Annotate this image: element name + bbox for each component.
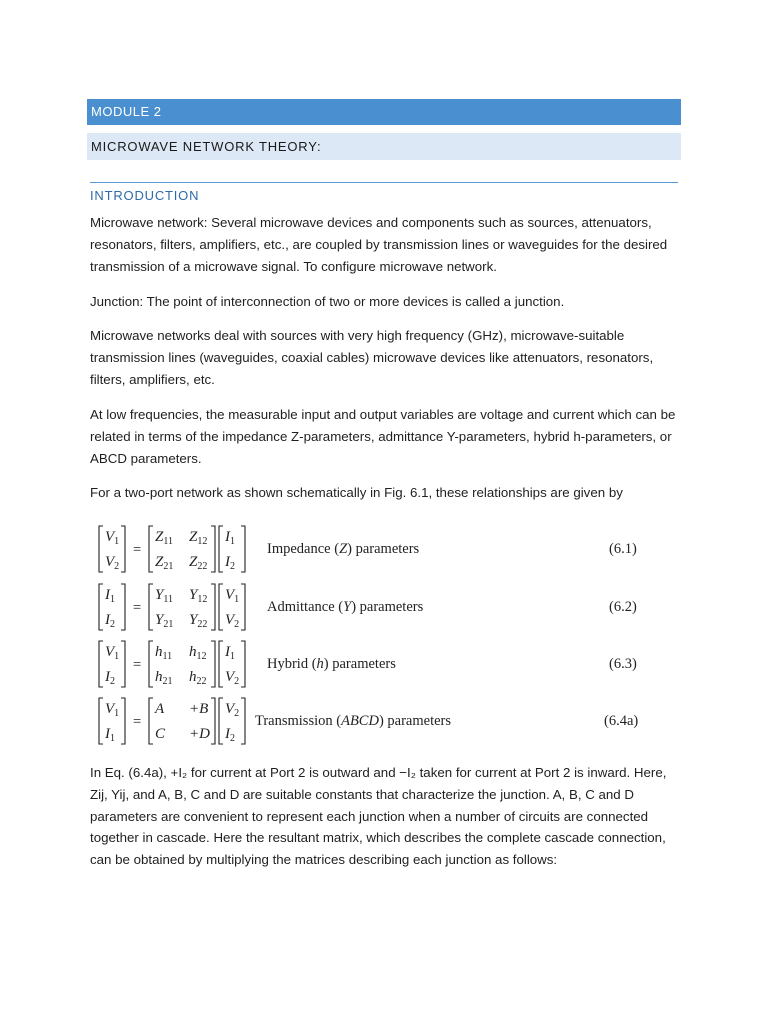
matrix-bracket-right	[241, 526, 245, 572]
equation-number: (6.4a)	[604, 713, 639, 729]
paragraph-eq-explanation: In Eq. (6.4a), +I₂ for current at Port 2 is outward and −I₂ taken for current at Port 2 is inward. Here, Zij, Yij, and A, B, C and D are suitable constants that characterize the junction. A, B, C and D parameters are convenient to represent each junction when a number of circuits are connected together in cascade. Here the resultant matrix, which describes the complete cascade connection, can be obtained by multiplying the matrices describing each junction as follows:	[90, 765, 667, 868]
matrix-element: $Y_{11}$	[155, 587, 173, 605]
matrix-bracket-right	[211, 641, 215, 687]
matrix-bracket-right	[211, 698, 215, 744]
matrix-element: $Y_{21}$	[155, 612, 174, 630]
matrix-bracket-left	[149, 584, 153, 630]
matrix-bracket-right	[121, 584, 125, 630]
matrix-bracket-left	[219, 641, 223, 687]
equation-row	[85, 692, 685, 748]
matrix-element: +D	[189, 726, 210, 742]
section-title: MICROWAVE NETWORK THEORY:	[91, 139, 322, 154]
matrix-element: $Z_{12}$	[189, 529, 208, 547]
equation-label: Admittance (Y) parameters	[267, 599, 424, 615]
rhs-element: $I_2$	[225, 726, 235, 744]
matrix-bracket-right	[241, 641, 245, 687]
matrix-bracket-right	[241, 584, 245, 630]
paragraph-junction: Junction: The point of interconnection of two or more devices is called a junction.	[90, 294, 565, 309]
lhs-element: $I_2$	[105, 612, 115, 630]
rhs-element: $I_1$	[225, 644, 235, 662]
rhs-element: $V_2$	[225, 701, 240, 719]
rhs-element: $I_2$	[225, 554, 235, 572]
module-title: MODULE 2	[91, 104, 162, 119]
matrix-element: +B	[189, 701, 209, 717]
matrix-element: $Y_{22}$	[189, 612, 208, 630]
matrix-element: A	[155, 701, 165, 717]
equation-label: Hybrid (h) parameters	[267, 656, 396, 672]
rhs-element: $V_1$	[225, 587, 240, 605]
section-title-bar	[87, 133, 681, 160]
rhs-element: $I_1$	[225, 529, 235, 547]
matrix-element: $Z_{11}$	[155, 529, 173, 547]
matrix-bracket-left	[219, 698, 223, 744]
heading-rule	[90, 182, 678, 183]
equation-number: (6.3)	[609, 656, 637, 672]
equation-label: Transmission (ABCD) parameters	[255, 713, 452, 729]
paragraph-two-port: For a two-port network as shown schematically in Fig. 6.1, these relationships are given by	[90, 485, 623, 500]
matrix-bracket-left	[149, 698, 153, 744]
rhs-element: $V_2$	[225, 612, 240, 630]
lhs-element: $V_1$	[105, 644, 120, 662]
matrix-bracket-left	[99, 641, 103, 687]
matrix-bracket-left	[219, 526, 223, 572]
equation-label: Impedance (Z) parameters	[267, 541, 420, 557]
equals-sign: =	[133, 657, 142, 673]
matrix-bracket-right	[211, 526, 215, 572]
matrix-bracket-left	[99, 698, 103, 744]
matrix-element: C	[155, 726, 166, 742]
matrix-element: $Z_{21}$	[155, 554, 174, 572]
lhs-element: $V_1$	[105, 701, 120, 719]
matrix-bracket-left	[99, 584, 103, 630]
module-title-bar	[87, 99, 681, 125]
matrix-bracket-right	[241, 698, 245, 744]
matrix-bracket-left	[219, 584, 223, 630]
equals-sign: =	[133, 714, 142, 730]
paragraph-microwave-networks-deal: Microwave networks deal with sources with very high frequency (GHz), microwave-suitable transmission lines (waveguides, coaxial cables) microwave devices like attenuators, resonators, filters, amplifiers, etc.	[90, 328, 654, 387]
equation-number: (6.2)	[609, 599, 637, 615]
lhs-element: $I_1$	[105, 587, 115, 605]
equation-row	[85, 578, 685, 634]
matrix-element: $h_{21}$	[155, 669, 173, 687]
lhs-element: $V_1$	[105, 529, 120, 547]
matrix-bracket-left	[99, 526, 103, 572]
matrix-element: $Z_{22}$	[189, 554, 208, 572]
matrix-bracket-left	[149, 526, 153, 572]
lhs-element: $I_1$	[105, 726, 115, 744]
matrix-bracket-right	[121, 698, 125, 744]
matrix-bracket-right	[121, 641, 125, 687]
matrix-element: $h_{11}$	[155, 644, 173, 662]
lhs-element: $I_2$	[105, 669, 115, 687]
equals-sign: =	[133, 600, 142, 616]
paragraph-microwave-network: Microwave network: Several microwave devices and components such as sources, attenuators, resonators, filters, amplifiers, etc., are coupled by transmission lines or waveguides for the desired transmission of a microwave signal. To configure microwave network.	[90, 215, 668, 274]
rhs-element: $V_2$	[225, 669, 240, 687]
matrix-element: $Y_{12}$	[189, 587, 208, 605]
equation-number: (6.1)	[609, 541, 637, 557]
lhs-element: $V_2$	[105, 554, 120, 572]
matrix-element: $h_{22}$	[189, 669, 207, 687]
matrix-bracket-right	[211, 584, 215, 630]
matrix-bracket-left	[149, 641, 153, 687]
introduction-heading: INTRODUCTION	[90, 188, 200, 203]
matrix-bracket-right	[121, 526, 125, 572]
matrix-element: $h_{12}$	[189, 644, 207, 662]
equals-sign: =	[133, 542, 142, 558]
equation-row	[85, 520, 685, 576]
paragraph-low-frequencies: At low frequencies, the measurable input and output variables are voltage and current which can be related in terms of the impedance Z-parameters, admittance Y-parameters, hybrid h-parameters, or ABCD parameters.	[90, 407, 676, 466]
equation-row	[85, 635, 685, 691]
